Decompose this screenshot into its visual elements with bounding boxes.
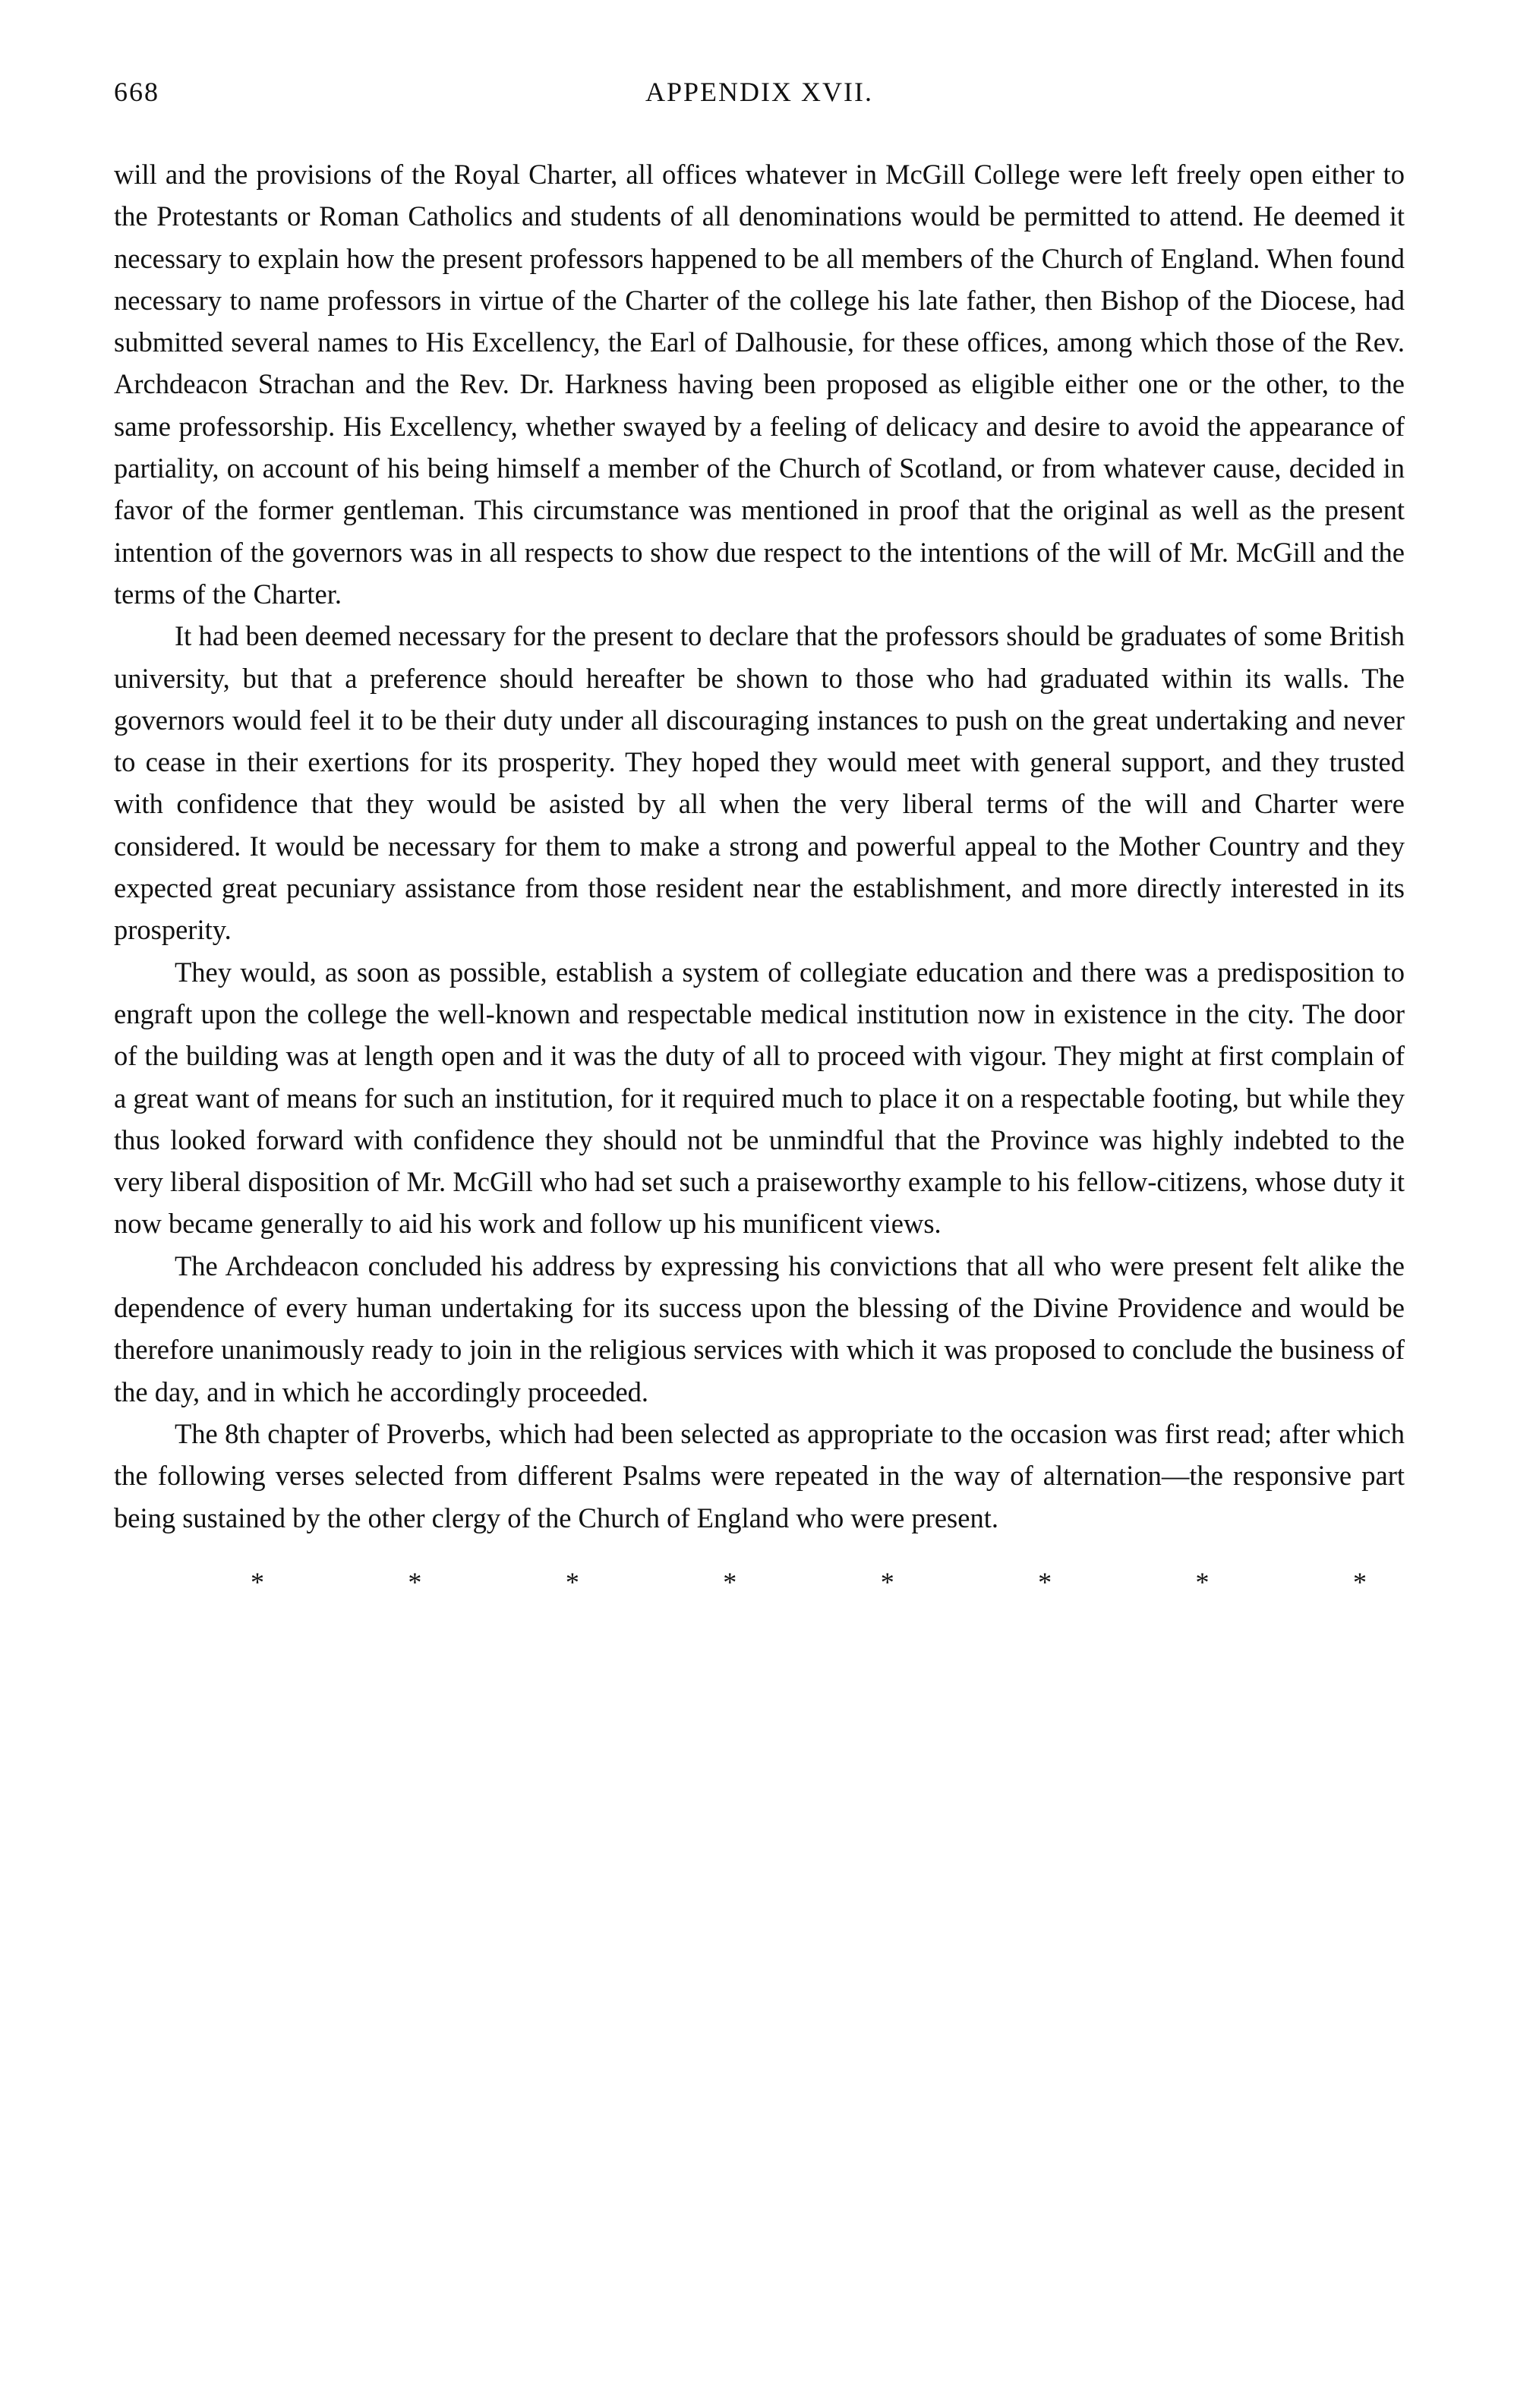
paragraph-2: It had been deemed necessary for the present to declare that the professors should be graduates of some British university, but that a preference should hereafter be shown to those who had graduated within its walls. The governors would feel it to be their duty under all discouraging instances to push on the great undertaking and never to cease in their exertions for its prosperity. They hoped they would meet with general support, and they trusted with confidence that they would be asisted by all when the very liberal terms of the will and Charter were considered. It would be necessary for them to make a strong and powerful appeal to the Mother Country and they expected great pecuniary assistance from those resident near the establishment, and more directly interested in its prosperity. [114,620,1405,946]
paragraph-5: The 8th chapter of Proverbs, which had been selected as appropriate to the occasion was first read; after which the following verses selected from different Psalms were repeated in the way of alternation—the responsive part being sustained by the other clergy of the Church of England who were present. [114,1417,1405,1533]
running-head: APPENDIX XVII. [645,77,873,107]
book-page [114,76,1405,2323]
asterisk: * [408,1566,422,1597]
page-header [114,76,1405,137]
asterisk: * [1195,1566,1210,1597]
asterisk: * [1352,1566,1367,1597]
asterisk: * [565,1566,579,1597]
paragraph-4: The Archdeacon concluded his address by expressing his convictions that all who were present felt alike the dependence of every human undertaking for its success upon the blessing of the Divine Providence and would be therefore unanimously ready to join in the religious services with which it was proposed to conclude the business of the day, and in which he accordingly proceeded. [114,1250,1405,1407]
asterisk: * [880,1566,894,1597]
paragraph-3: They would, as soon as possible, establish a system of collegiate education and there was a predisposition to engraft upon the college the well-known and respectable medical institution now in existence in the city. The door of the building was at length open and it was the duty of all to proceed with vigour. They might at first complain of a great want of means for such an institution, for it required much to place it on a respectable footing, but while they thus looked forward with confidence they should not be unmindful that the Province was highly indebted to the very liberal disposition of Mr. McGill who had set such a praiseworthy example to his fellow-citizens, whose duty it now became generally to aid his work and follow up his munificent views. [114,956,1405,1240]
section-break-asterisks [114,1566,1405,1598]
asterisk: * [1038,1566,1052,1597]
asterisk: * [251,1566,264,1597]
asterisk: * [723,1566,737,1597]
page-number: 668 [114,77,159,107]
paragraph-1: will and the provisions of the Royal Charter, all offices whatever in McGill College were left freely open either to the Protestants or Roman Catholics and students of all denominations would be permitted to attend. He deemed it necessary to explain how the present professors happened to be all members of the Church of England. When found necessary to name professors in virtue of the Charter of the college his late father, then Bishop of the Diocese, had submitted several names to His Excellency, the Earl of Dalhousie, for these offices, among which those of the Rev. Archdeacon Strachan and the Rev. Dr. Harkness having been proposed as eligible either one or the other, to the same professorship. His Excellency, whether swayed by a feeling of delicacy and desire to avoid the appearance of partiality, on account of his being himself a member of the Church of Scotland, or from whatever cause, decided in favor of the former gentleman. This circumstance was mentioned in proof that the original as well as the present intention of the governors was in all respects to show due respect to the intentions of the will of Mr. McGill and the terms of the Charter. [114,159,1405,610]
body-text [114,153,1405,1539]
